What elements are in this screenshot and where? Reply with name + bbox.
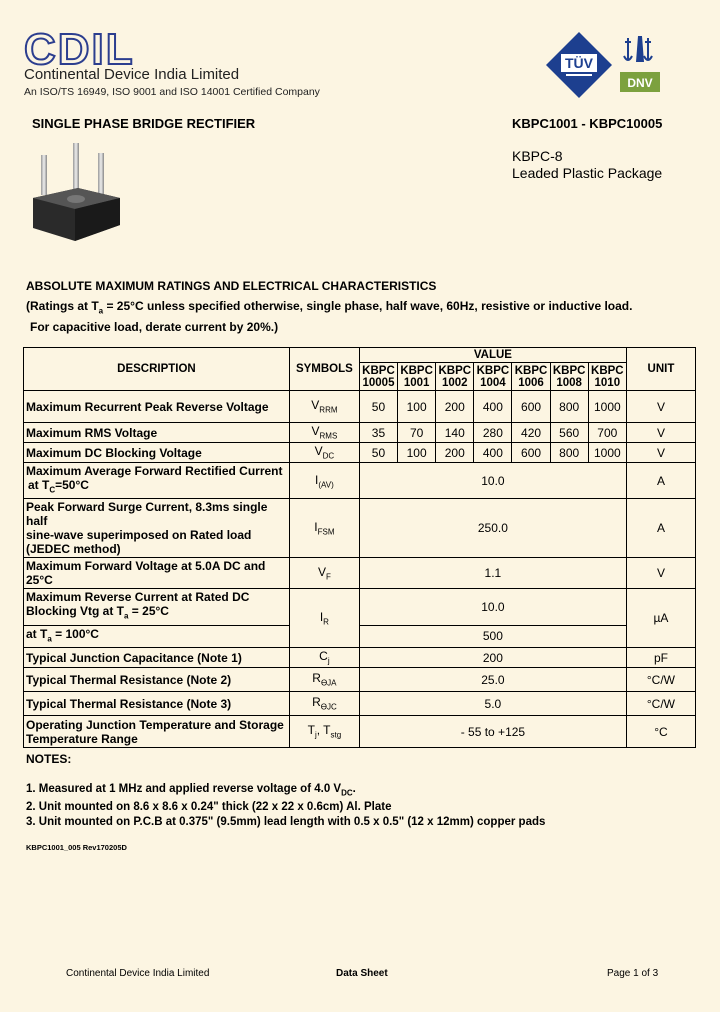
row-symbol: $V_{DC}$ — [289, 443, 359, 463]
row-symbol: $V_F$ — [289, 558, 359, 589]
table-row — [24, 423, 696, 443]
dnv-text: DNV — [627, 76, 653, 90]
tuv-text: TÜV — [565, 55, 593, 71]
note-3: 3. Unit mounted on P.C.B at 0.375" (9.5mm) lead length with 0.5 x 0.5" (12 x 12mm) copper pads — [26, 816, 546, 829]
value-cell: 5.0 — [359, 692, 626, 716]
value-cell: 400 — [474, 391, 512, 423]
header-value: VALUE — [359, 348, 626, 363]
value-cell: 600 — [512, 391, 550, 423]
part-header: KBPC 1010 — [588, 363, 626, 391]
part-header: KBPC 1008 — [550, 363, 588, 391]
value-cell: 50 — [359, 391, 397, 423]
part-header: KBPC 1002 — [436, 363, 474, 391]
value-cell: 420 — [512, 423, 550, 443]
notes-title: NOTES: — [26, 752, 72, 766]
footer-company: Continental Device India Limited — [66, 968, 210, 979]
certification-text: An ISO/TS 16949, ISO 9001 and ISO 14001 Certified Company — [24, 86, 320, 98]
package-info — [512, 148, 662, 182]
unit-cell: V — [626, 391, 695, 423]
table-row — [24, 391, 696, 423]
row-description: at $T_a = 100^\circ C$ — [24, 625, 290, 647]
table-row — [24, 589, 696, 625]
value-cell: 800 — [550, 443, 588, 463]
unit-cell: °C — [626, 716, 695, 748]
table-header-row — [24, 348, 696, 363]
part-range: KBPC1001 - KBPC10005 — [512, 116, 663, 131]
package-description: Leaded Plastic Package — [512, 165, 663, 181]
value-cell: 140 — [436, 423, 474, 443]
unit-cell: A — [626, 463, 695, 499]
unit-cell: °C/W — [626, 692, 695, 716]
unit-cell: µA — [626, 589, 695, 648]
value-cell: 200 — [436, 443, 474, 463]
row-description: Typical Thermal Resistance (Note 2) — [24, 668, 290, 692]
part-header: KBPC 1004 — [474, 363, 512, 391]
value-cell: - 55 to +125 — [359, 716, 626, 748]
notes-list — [26, 782, 545, 830]
value-cell: 400 — [474, 443, 512, 463]
row-symbol: $I_{FSM}$ — [289, 499, 359, 558]
unit-cell: V — [626, 423, 695, 443]
table-row — [24, 692, 696, 716]
header-description: DESCRIPTION — [24, 348, 290, 391]
unit-cell: V — [626, 443, 695, 463]
note-1: 1. Measured at 1 MHz and applied reverse voltage of 4.0 $V_{DC}$. — [26, 783, 356, 798]
part-header: KBPC 1001 — [398, 363, 436, 391]
header-unit: UNIT — [626, 348, 695, 391]
ratings-note: (Ratings at $T_a = 25^\circ C$ unless specified otherwise, single phase, half wave, 60Hz, resistive or inductive load. For capacitive load, derate current by 20%.) — [26, 299, 633, 335]
table-row — [24, 463, 696, 499]
product-type: SINGLE PHASE BRIDGE RECTIFIER — [32, 116, 256, 131]
row-symbol: $I_{(AV)}$ — [289, 463, 359, 499]
part-header: KBPC 1006 — [512, 363, 550, 391]
part-header: KBPC 10005 — [359, 363, 397, 391]
row-description: Maximum RMS Voltage — [24, 423, 290, 443]
value-cell: 25.0 — [359, 668, 626, 692]
footer-center: Data Sheet — [336, 968, 388, 979]
header-symbols: SYMBOLS — [289, 348, 359, 391]
value-cell: 35 — [359, 423, 397, 443]
value-cell: 10.0 — [359, 589, 626, 625]
table-row — [24, 648, 696, 668]
row-symbol: $V_{RRM}$ — [289, 391, 359, 423]
value-cell: 1000 — [588, 391, 626, 423]
value-cell: 10.0 — [359, 463, 626, 499]
value-cell: 560 — [550, 423, 588, 443]
row-symbol: $R_{ӨJC}$ — [289, 692, 359, 716]
value-cell: 800 — [550, 391, 588, 423]
row-description: Typical Thermal Resistance (Note 3) — [24, 692, 290, 716]
bridge-rectifier-package-image — [28, 143, 123, 243]
value-cell: 100 — [398, 391, 436, 423]
row-description: Maximum Recurrent Peak Reverse Voltage — [24, 391, 290, 423]
row-symbol: $I_R$ — [289, 589, 359, 648]
value-cell: 600 — [512, 443, 550, 463]
unit-cell: pF — [626, 648, 695, 668]
row-symbol: $T_j$, $T_{stg}$ — [289, 716, 359, 748]
company-logo: CDIL — [24, 25, 135, 74]
table-row — [24, 499, 696, 558]
row-symbol: $R_{ӨJA}$ — [289, 668, 359, 692]
value-cell: 50 — [359, 443, 397, 463]
value-cell: 200 — [359, 648, 626, 668]
row-symbol: $C_j$ — [289, 648, 359, 668]
row-description: Maximum DC Blocking Voltage — [24, 443, 290, 463]
unit-cell: V — [626, 558, 695, 589]
value-cell: 500 — [359, 625, 626, 647]
value-cell: 200 — [436, 391, 474, 423]
ratings-table — [23, 347, 696, 748]
row-description: Operating Junction Temperature and Storage Temperature Range — [24, 716, 290, 748]
value-cell: 1000 — [588, 443, 626, 463]
row-description: Maximum Reverse Current at Rated DC Blocking Vtg at $T_a = 25^\circ C$ — [24, 589, 290, 625]
row-description: Maximum Forward Voltage at 5.0A DC and 25°C — [24, 558, 290, 589]
unit-cell: A — [626, 499, 695, 558]
value-cell: 1.1 — [359, 558, 626, 589]
row-symbol: $V_{RMS}$ — [289, 423, 359, 443]
value-cell: 100 — [398, 443, 436, 463]
company-name: Continental Device India Limited — [24, 66, 240, 83]
table-row — [24, 625, 696, 647]
row-description: Typical Junction Capacitance (Note 1) — [24, 648, 290, 668]
unit-cell: °C/W — [626, 668, 695, 692]
value-cell: 70 — [398, 423, 436, 443]
value-cell: 250.0 — [359, 499, 626, 558]
table-row — [24, 443, 696, 463]
tuv-certification-logo — [544, 30, 614, 100]
value-cell: 700 — [588, 423, 626, 443]
package-code: KBPC-8 — [512, 148, 563, 164]
note-2: 2. Unit mounted on 8.6 x 8.6 x 0.24" thick (22 x 22 x 0.6cm) Al. Plate — [26, 801, 392, 814]
row-description: Maximum Average Forward Rectified Current at $T_C=50^\circ C$ — [24, 463, 290, 499]
value-cell: 280 — [474, 423, 512, 443]
document-reference: KBPC1001_005 Rev170205D — [26, 843, 127, 852]
row-description: Peak Forward Surge Current, 8.3ms single half sine-wave superimposed on Rated load (JEDEC method) — [24, 499, 290, 558]
table-row — [24, 668, 696, 692]
section-title: ABSOLUTE MAXIMUM RATINGS AND ELECTRICAL CHARACTERISTICS — [26, 279, 437, 293]
table-row — [24, 716, 696, 748]
footer-page-number: Page 1 of 3 — [607, 968, 659, 979]
dnv-certification-logo — [620, 30, 660, 95]
table-row — [24, 558, 696, 589]
